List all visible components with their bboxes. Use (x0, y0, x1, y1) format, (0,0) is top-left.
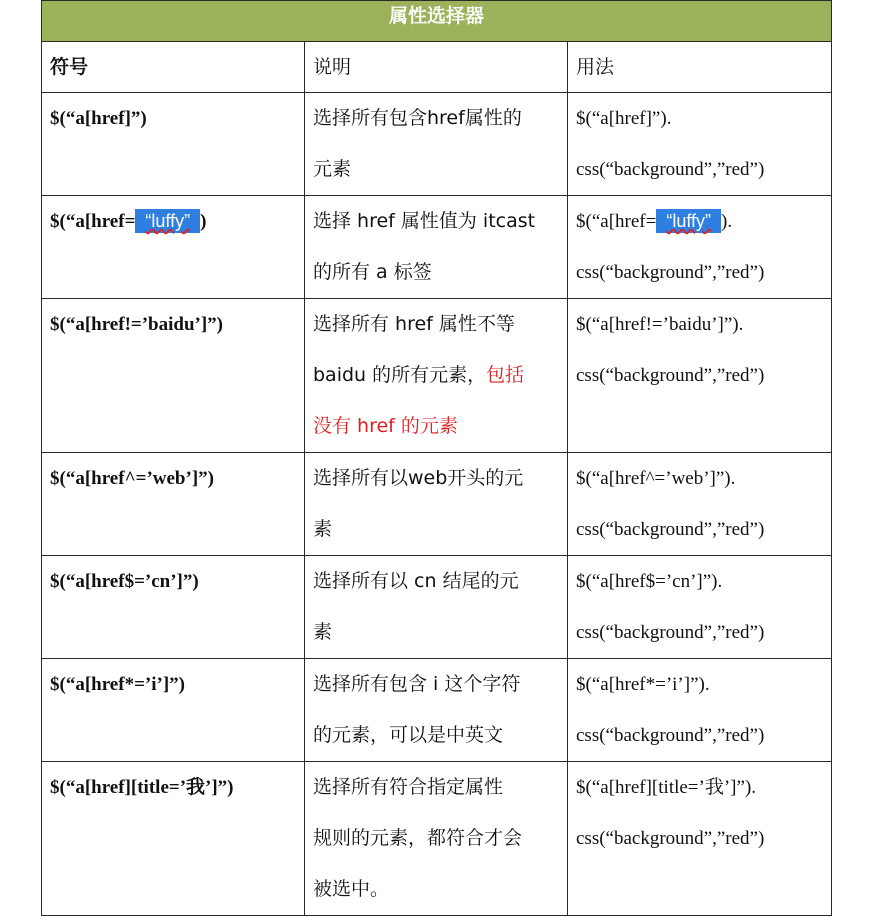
table-row (42, 196, 832, 299)
usage-line: $(“a[href^=’web’]”). (576, 468, 736, 489)
description-line: 的元素，可以是中英文 (313, 724, 504, 746)
usage-cell (568, 299, 832, 453)
description-cell (305, 196, 568, 299)
symbol-cell: $(“a[href*=’i’]”) (42, 659, 305, 762)
description-cell (305, 556, 568, 659)
usage-cell (568, 93, 832, 196)
selected-text-highlight[interactable] (135, 209, 200, 233)
usage-cell (568, 762, 832, 916)
description-line: 选择所有以web开头的元 (313, 467, 524, 489)
usage-prefix: $(“a[href= (576, 211, 657, 232)
usage-line: css(“background”,”red”) (576, 365, 765, 386)
usage-cell (568, 556, 832, 659)
usage-cell (568, 196, 832, 299)
usage-line: css(“background”,”red”) (576, 159, 765, 180)
highlighted-text: “luffy” (145, 211, 191, 231)
table-row (42, 93, 832, 196)
description-red-text: 包括 (486, 364, 525, 386)
symbol-suffix: ) (200, 211, 207, 232)
usage-suffix: ). (721, 211, 733, 232)
symbol-cell: $(“a[href][title=’我’]”) (42, 762, 305, 916)
table-row (42, 453, 832, 556)
description-line: 素 (313, 518, 333, 540)
table-row (42, 659, 832, 762)
usage-line: $(“a[href$=’cn’]”). (576, 571, 723, 592)
attribute-selector-table (41, 0, 832, 916)
selected-text-highlight[interactable] (656, 209, 721, 233)
table-row (42, 762, 832, 916)
header-symbol: 符号 (42, 42, 305, 93)
table-title: 属性选择器 (42, 1, 832, 42)
usage-line: $(“a[href*=’i’]”). (576, 674, 710, 695)
description-line: 选择所有以 cn 结尾的元 (313, 570, 519, 592)
description-line: 元素 (313, 158, 352, 180)
symbol-cell: $(“a[href^=’web’]”) (42, 453, 305, 556)
description-cell (305, 453, 568, 556)
highlighted-text: “luffy” (666, 211, 712, 231)
description-line: 素 (313, 621, 333, 643)
description-cell (305, 93, 568, 196)
description-line (313, 350, 559, 401)
usage-line: $(“a[href][title=’我’]”). (576, 777, 757, 798)
description-cell (305, 762, 568, 916)
usage-line: css(“background”,”red”) (576, 622, 765, 643)
symbol-cell: $(“a[href$=’cn’]”) (42, 556, 305, 659)
description-cell (305, 659, 568, 762)
usage-line (576, 196, 823, 247)
usage-line: css(“background”,”red”) (576, 828, 765, 849)
usage-cell (568, 453, 832, 556)
description-line: 选择所有包含href属性的 (313, 107, 522, 129)
description-line: 被选中。 (313, 878, 390, 900)
header-usage: 用法 (568, 42, 832, 93)
description-line: 选择 href 属性值为 itcast (313, 210, 536, 232)
description-text: baidu 的所有元素， (313, 364, 487, 386)
usage-line: $(“a[href]”). (576, 108, 672, 129)
description-cell (305, 299, 568, 453)
description-line: 规则的元素，都符合才会 (313, 827, 523, 849)
usage-line: $(“a[href!=’baidu’]”). (576, 314, 744, 335)
usage-line: css(“background”,”red”) (576, 725, 765, 746)
description-line: 选择所有包含 i 这个字符 (313, 673, 521, 695)
description-line: 选择所有符合指定属性 (313, 776, 504, 798)
symbol-prefix: $(“a[href= (50, 211, 136, 232)
symbol-cell: $(“a[href!=’baidu’]”) (42, 299, 305, 453)
description-line: 的所有 a 标签 (313, 261, 432, 283)
description-line: 选择所有 href 属性不等 (313, 313, 515, 335)
usage-line: css(“background”,”red”) (576, 262, 765, 283)
symbol-cell (42, 196, 305, 299)
usage-cell (568, 659, 832, 762)
table-row (42, 556, 832, 659)
usage-line: css(“background”,”red”) (576, 519, 765, 540)
header-description: 说明 (305, 42, 568, 93)
table-row (42, 299, 832, 453)
symbol-cell: $(“a[href]”) (42, 93, 305, 196)
description-red-text: 没有 href 的元素 (313, 415, 458, 437)
